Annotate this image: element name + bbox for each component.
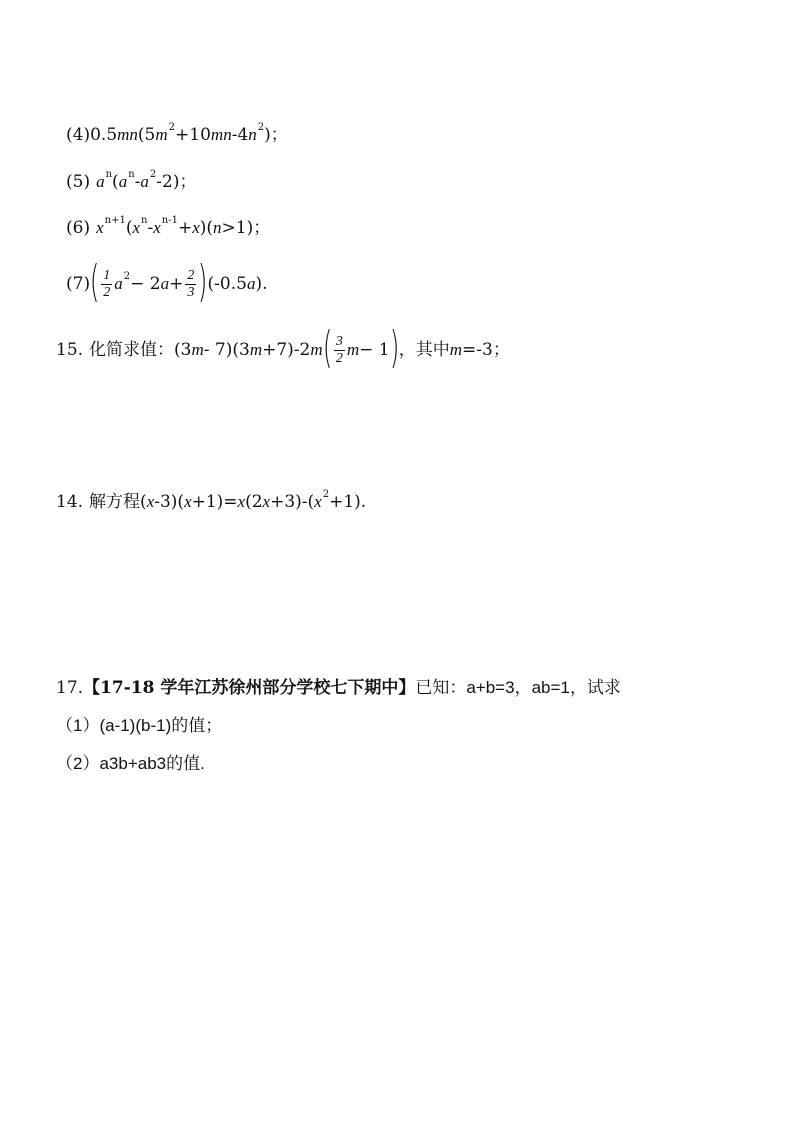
question-17-part-1: （1）(a-1)(b-1)的值； [56, 716, 223, 735]
problem-5-label: (5) [66, 172, 91, 192]
problem-4-label: (4) [66, 125, 91, 145]
question-17-source: 【17-18 学年江苏徐州部分学校七下期中】 [83, 678, 416, 698]
left-paren: ( [89, 256, 100, 307]
right-paren: ) [198, 256, 208, 307]
question-17-number: 17. [56, 678, 84, 698]
problem-6-label: (6) [66, 218, 91, 238]
fraction-two-thirds: $\frac{2}{3}$ [187, 267, 195, 300]
fraction-three-halves: $\frac{3}{2}$ [335, 333, 343, 366]
question-17 [56, 676, 621, 700]
question-14: 14. 解方程( x -3)( x +1)= x (2 x +3)-( x 2 +1). [56, 489, 367, 512]
problem-7-label: (7) [66, 274, 91, 294]
question-17-text: 已知：a+b=3，ab=1，试求 [415, 678, 621, 697]
problem-5: (5) a n ( a n - a 2 -2)； [66, 169, 197, 192]
left-paren: ( [322, 322, 332, 373]
question-15-number: 15. [56, 340, 84, 360]
problem-6: (6) x n+1 ( x n - x n-1 + x )( n >1)； [66, 215, 271, 238]
question-14-number: 14. [56, 492, 84, 512]
problem-4: (4) 0.5 mn (5 m 2 +10 mn -4 n 2 )； [66, 122, 288, 145]
problem-7: (7) ( $\frac{1}{2}$ a 2 − 2 a + $\frac{2}{3}$ ) (-0.5 a ). [66, 256, 268, 307]
right-paren: ) [389, 322, 399, 373]
question-15: 15. 化简求值：(3 m - 7)(3 m +7)-2 m ( $\frac{3}{2}$ m − 1 ) ，其中 m =-3； [56, 322, 510, 373]
fraction-one-half: $\frac{1}{2}$ [103, 267, 111, 300]
question-17-part-2: （2）a3b+ab3的值. [56, 754, 205, 773]
